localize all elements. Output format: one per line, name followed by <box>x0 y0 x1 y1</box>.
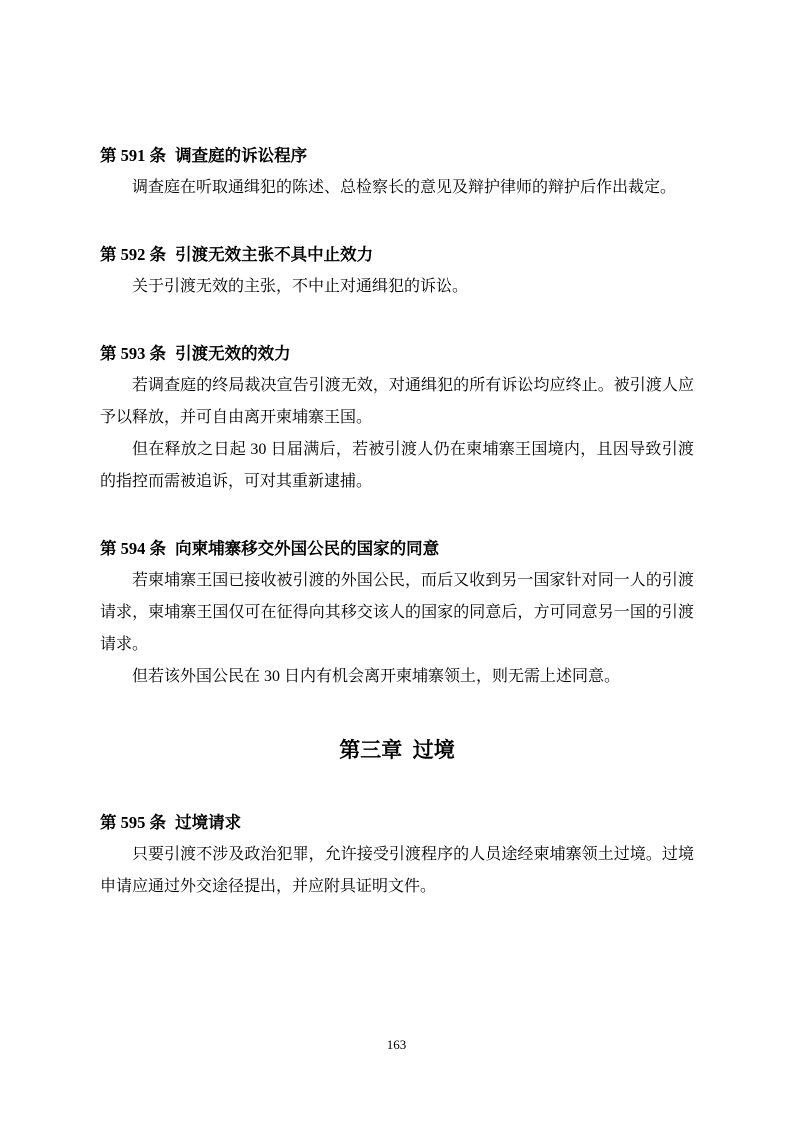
article-title: 引渡无效主张不具中止效力 <box>175 245 374 264</box>
article-title: 向柬埔寨移交外国公民的国家的同意 <box>175 539 440 558</box>
article-591 <box>100 140 694 204</box>
article-number: 第 594 条 <box>100 539 166 558</box>
chapter-title: 过境 <box>412 738 455 762</box>
article-593 <box>100 338 694 498</box>
article-number: 第 595 条 <box>100 813 166 832</box>
article-title: 过境请求 <box>175 813 242 832</box>
article-number: 第 593 条 <box>100 344 166 363</box>
article-heading <box>100 140 694 172</box>
article-heading <box>100 807 694 839</box>
article-heading <box>100 239 694 271</box>
chapter-number: 第三章 <box>339 738 403 762</box>
article-heading <box>100 338 694 370</box>
article-paragraph: 只要引渡不涉及政治犯罪，允许接受引渡程序的人员途经柬埔寨领土过境。过境申请应通过外交途径提出，并应附具证明文件。 <box>100 846 694 895</box>
article-paragraph: 但若该外国公民在 30 日内有机会离开柬埔寨领土，则无需上述同意。 <box>132 668 621 685</box>
article-number: 第 592 条 <box>100 245 166 264</box>
article-paragraph: 关于引渡无效的主张，不中止对通缉犯的诉讼。 <box>132 278 469 295</box>
article-594 <box>100 533 694 693</box>
article-595 <box>100 807 694 903</box>
document-content <box>100 140 694 938</box>
page-number: 163 <box>386 1037 407 1052</box>
article-title: 引渡无效的效力 <box>175 344 291 363</box>
article-paragraph: 但在释放之日起 30 日届满后，若被引渡人仍在柬埔寨王国境内，且因导致引渡的指控而需被追诉，可对其重新逮捕。 <box>100 441 694 490</box>
article-paragraph: 若柬埔寨王国已接收被引渡的外国公民，而后又收到另一国家针对同一人的引渡请求，柬埔寨王国仅可在征得向其移交该人的国家的同意后，方可同意另一国的引渡请求。 <box>100 572 694 653</box>
article-paragraph: 调查庭在听取通缉犯的陈述、总检察长的意见及辩护律师的辩护后作出裁定。 <box>132 179 677 196</box>
chapter-heading <box>100 728 694 772</box>
article-592 <box>100 239 694 303</box>
article-paragraph: 若调查庭的终局裁决宣告引渡无效，对通缉犯的所有诉讼均应终止。被引渡人应予以释放，并可自由离开柬埔寨王国。 <box>100 377 694 426</box>
article-heading <box>100 533 694 565</box>
article-title: 调查庭的诉讼程序 <box>175 146 308 165</box>
article-number: 第 591 条 <box>100 146 166 165</box>
